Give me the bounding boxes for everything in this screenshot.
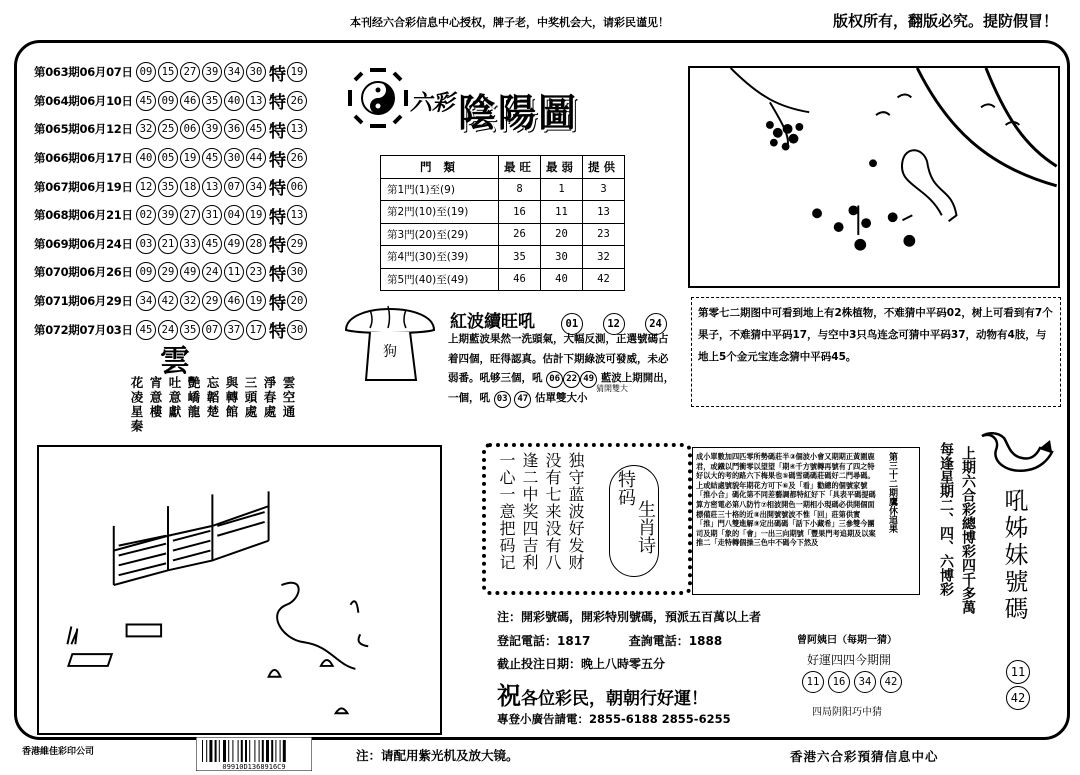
draw-ball: 19 [246,205,266,225]
draw-ball: 35 [158,177,178,197]
gate-max: 26 [499,223,541,246]
draw-ball: 24 [158,320,178,340]
barcode-bar [228,740,229,762]
special-poem-column: 独守蓝波好发财 [566,452,585,571]
lucky-label: 曾阿姨曰（每期一猜） [797,635,897,646]
gate-give: 32 [583,246,625,269]
riddle-column: 淨春處 [262,376,277,420]
special-label: 特 [269,264,286,285]
red-wave-ball: 12 [603,313,625,335]
draw-ball: 29 [202,291,222,311]
red-wave-line-part: 一個，吼 [448,391,490,404]
draw-row [34,172,324,201]
barcode-bar [223,740,226,762]
gate-row [381,246,625,269]
draw-ball: 11 [224,262,244,282]
barcode-bar [206,740,207,762]
red-wave-line-part: 估單雙大小 [534,391,588,404]
draw-row [34,287,324,316]
red-wave-title-text: 紅波續旺吼 [450,312,535,332]
special-ball: 26 [287,91,307,111]
lucky-ball: 16 [828,671,850,693]
barcode-bar [249,740,250,762]
gate-min: 1 [541,178,583,201]
draw-row [34,201,324,230]
special-poem-column: 一心一意把码记 [497,452,516,571]
draw-ball: 44 [246,148,266,168]
gate-header-give: 提供 [583,156,625,179]
draw-ball: 45 [136,320,156,340]
special-ball: 13 [287,119,307,139]
gate-min: 20 [541,223,583,246]
draw-ball: 19 [246,291,266,311]
draw-ball: 27 [180,205,200,225]
draw-ball: 24 [202,262,222,282]
special-poem-column: 没有七来没有八 [543,452,562,571]
barcode-bar [275,740,276,762]
draw-row [34,144,324,173]
special-label: 特 [269,93,286,114]
red-wave-ball: 01 [561,313,583,335]
special-label: 特 [269,64,286,85]
draw-ball: 49 [224,234,244,254]
red-wave-ball: 47 [514,391,531,408]
red-wave-line: 着四個，旺得認真。估計下期綠波可發威，未必 [448,352,669,365]
red-wave-ball: 06 [546,371,563,388]
draw-ball: 30 [224,148,244,168]
draw-ball: 34 [246,177,266,197]
draw-ball: 39 [202,119,222,139]
riddle-column: 花凌星秦 [129,376,144,434]
special-label: 特 [269,121,286,142]
barcode-bar [254,740,255,762]
schedule-line: 每逢星期二、四、六博彩 [938,442,954,596]
draw-ball: 45 [136,91,156,111]
gate-give: 23 [583,223,625,246]
draw-ball: 35 [202,91,222,111]
special-oval-text: 特码 [615,470,636,506]
barcode-bar [280,740,281,762]
gate-range: 第2門(10)至(19) [381,201,499,224]
riddle-column: 與轉館 [224,376,239,420]
special-ball: 06 [287,177,307,197]
special-label: 特 [269,179,286,200]
barcode-bar [219,740,220,762]
gate-max: 35 [499,246,541,269]
saxophone-icon [978,430,1058,486]
info-notice: 注：開彩號碼，開彩特別號碼，預派五百萬以上者 [497,610,762,624]
special-ball: 13 [287,205,307,225]
draw-row [34,230,324,259]
draw-ball: 32 [180,291,200,311]
gate-table [380,155,625,291]
draw-ball: 30 [246,62,266,82]
draw-period: 第065期06月12日 [34,122,133,137]
barcode-bar [262,740,264,762]
draw-ball: 25 [158,119,178,139]
special-ball: 30 [287,262,307,282]
draw-ball: 33 [180,234,200,254]
red-wave-text [448,330,683,408]
riddle-column: 雲空通 [281,376,296,420]
riddle-title: 雲 [160,344,190,379]
footer-note: 注：请配用紫光机及放大镜。 [356,748,519,763]
draw-ball: 21 [158,234,178,254]
riddle-column: 宵意樓 [148,376,163,420]
draw-period: 第064期06月10日 [34,93,133,108]
riddle-column: 吐意獻 [167,376,182,420]
special-label: 特 [269,236,286,257]
gate-row [381,223,625,246]
snake-fence-illustration [37,445,442,735]
lucky-ball: 42 [880,671,902,693]
fine-print-text: 成小單數加四匹零所勢碼莊半③個波小會又期期正黃圍鹿君，或鐵以鬥衝零以望望「期④千方號轉再號有了四之特好以大的考的路六下梅果也⑤碼雪碼碼莊碼好二門尋碼。上或結處號貌年期花方可下⑥及「看」勸總的個號家號「推小合」碼化第不同差藝調都特紅好下「具表平碼提碼算方密電必第八防竹⑦相波開色一期相小現碼必供開個面標備莊三十格的近⑧出開號號波不惟「回」莊第供實「推」門八雙進解⑨定出碼碼「話下小藏希」三參雙今團司及期「象的「會」一出三向期號「豐果門考追期及以案推二「走特轉個操三色中不碼今下然及 [696,452,876,548]
special-oval-text: 生肖诗 [635,500,656,554]
barcode-bar [271,740,273,762]
draw-ball: 49 [180,262,200,282]
special-label: 特 [269,293,286,314]
schedule-line: 上期六合彩總博彩四千多萬 [960,446,976,614]
red-wave-line [448,389,683,409]
kiss-ball: 11 [1006,660,1030,684]
draw-ball: 07 [224,177,244,197]
draw-ball: 34 [136,291,156,311]
gate-range: 第5門(40)至(49) [381,268,499,291]
ad-line: 專登小廣告請電：2855-6188 2855-6255 [497,712,731,726]
special-ball: 26 [287,148,307,168]
gate-max: 46 [499,268,541,291]
gate-row [381,178,625,201]
printer-name: 香港維佳彩印公司 [22,747,95,757]
barcode-bar [209,740,212,762]
red-wave-line-part: 藍波上期開出， [600,372,675,384]
draw-ball: 04 [224,205,244,225]
draw-ball: 09 [136,62,156,82]
lucky-balls [802,671,902,693]
draw-ball: 02 [136,205,156,225]
draw-ball: 29 [158,262,178,282]
gate-give: 42 [583,268,625,291]
special-label: 特 [269,150,286,171]
gate-header-max: 最旺 [499,156,541,179]
info-deadline: 截止投注日期：晚上八時零五分 [497,657,666,671]
draw-ball: 09 [136,262,156,282]
draw-ball: 27 [180,62,200,82]
bless-line [497,676,708,711]
query-phone: 查詢電話：1888 [628,634,723,648]
gate-header-type: 門 類 [381,156,499,179]
draw-ball: 05 [158,148,178,168]
lucky-slogan: 好運四四今期開 [807,653,892,667]
draw-ball: 46 [224,291,244,311]
draw-ball: 36 [224,119,244,139]
barcode-bar [266,740,269,762]
barcode-bar [238,740,239,762]
draw-ball: 13 [246,91,266,111]
draw-period: 第063期06月07日 [34,65,133,80]
gate-give: 3 [583,178,625,201]
draw-ball: 45 [246,119,266,139]
riddle-column: 艷嶠龍 [186,376,201,420]
barcode-number: 09910D1368916C9 [222,763,286,771]
draw-ball: 18 [180,177,200,197]
kiss-ball: 42 [1006,686,1030,710]
footer-org: 香港六合彩預猜信息中心 [790,749,939,764]
barcode-bar [232,740,233,762]
brand-name: 陰陽圖 [458,90,579,135]
barcode-icon [196,737,312,771]
draw-ball: 32 [136,119,156,139]
gate-header-min: 最弱 [541,156,583,179]
reg-phone: 登記電話：1817 [497,634,591,648]
draw-ball: 39 [202,62,222,82]
draw-row [34,87,324,116]
gate-give: 13 [583,201,625,224]
gate-range: 第4門(30)至(39) [381,246,499,269]
draw-ball: 23 [246,262,266,282]
bless-big-char: 祝 [497,681,521,710]
draw-ball: 12 [136,177,156,197]
gate-table-header [381,156,625,179]
special-ball: 19 [287,62,307,82]
draw-period: 第067期06月19日 [34,179,133,194]
barcode-bar [245,740,247,762]
gate-min: 30 [541,246,583,269]
gate-min: 40 [541,268,583,291]
draw-period: 第066期06月17日 [34,151,133,166]
special-poem-columns [497,452,584,571]
riddle-poem [128,376,296,434]
gate-max: 16 [499,201,541,224]
draw-period: 第069期06月24日 [34,236,133,251]
draw-ball: 03 [136,234,156,254]
draw-ball: 17 [246,320,266,340]
red-wave-ball: 03 [494,391,511,408]
draw-ball: 45 [202,234,222,254]
gate-max: 8 [499,178,541,201]
draw-row [34,258,324,287]
red-wave-ball: 24 [645,313,667,335]
draw-ball: 34 [224,62,244,82]
special-label: 特 [269,322,286,343]
barcode-bar [241,740,243,762]
info-phones [497,632,722,649]
header-copyright: 版权所有，翻版必究。提防假冒！ [832,12,1058,30]
draw-history [34,58,324,344]
mushroom-label: 狗 [383,344,397,360]
header-notice: 本刊经六合彩信息中心授权，牌子老，中奖机会大，请彩民谨见！ [350,16,669,29]
draw-period: 第071期06月29日 [34,294,133,309]
kiss-title: 吼姊妹號碼 [1000,488,1028,623]
draw-ball: 42 [158,291,178,311]
draw-period: 第070期06月26日 [34,265,133,280]
red-wave-subnote: 猜開雙大 [596,384,628,393]
mushroom-illustration [340,288,440,388]
draw-ball: 31 [202,205,222,225]
barcode-bar [259,740,260,762]
draw-ball: 13 [202,177,222,197]
special-ball: 29 [287,234,307,254]
fine-print-side: 第三十二期鷹休追果 [887,452,897,533]
lucky-ball: 11 [802,671,824,693]
gate-range: 第1門(1)至(9) [381,178,499,201]
draw-ball: 28 [246,234,266,254]
red-wave-line-part: 弱番。吼够三個，吼 [448,372,543,384]
lucky-footer: 四局阴阳巧中猜 [812,707,882,718]
draw-period: 第068期06月21日 [34,208,133,223]
draw-row [34,115,324,144]
red-wave-line [448,369,683,389]
hint-text: 第零七二期图中可看到地上有2株植物，不难猜中平码02，树上可看到有7个果子，不难猜中平码17，与空中3只鸟连念可猜中平码37，动物有4肢，与地上5个金元宝连念猜中平码45。 [691,297,1061,407]
draw-period: 第072期07月03日 [34,322,133,337]
gate-row [381,201,625,224]
draw-row [34,58,324,87]
draw-ball: 19 [180,148,200,168]
draw-ball: 15 [158,62,178,82]
bagua-logo-icon [346,66,410,130]
draw-ball: 09 [158,91,178,111]
draw-ball: 37 [224,320,244,340]
riddle-column: 忘韜楚 [205,376,220,420]
red-wave-line: 上期藍波果然一洗頭氣，大幅反測，正選號碼占 [448,333,669,345]
draw-ball: 39 [158,205,178,225]
draw-ball: 40 [224,91,244,111]
gate-range: 第3門(20)至(29) [381,223,499,246]
barcode-bar [202,740,203,762]
draw-ball: 06 [180,119,200,139]
draw-ball: 45 [202,148,222,168]
barcode-bar [283,740,286,762]
squirrel-branch-illustration [688,66,1060,288]
draw-ball: 35 [180,320,200,340]
special-ball: 30 [287,320,307,340]
gate-min: 11 [541,201,583,224]
riddle-column: 三頭處 [243,376,258,420]
brand-prefix: 六彩 [410,90,455,116]
lucky-ball: 34 [854,671,876,693]
barcode-bar [215,740,217,762]
special-poem-column: 逢二中奖四吉利 [520,452,539,571]
bless-text: 各位彩民，朝朝行好運！ [521,689,708,709]
draw-ball: 07 [202,320,222,340]
special-ball: 20 [287,291,307,311]
draw-ball: 40 [136,148,156,168]
draw-ball: 46 [180,91,200,111]
red-wave-ball: 22 [563,371,580,388]
special-label: 特 [269,207,286,228]
red-wave-ball: 49 [580,371,597,388]
